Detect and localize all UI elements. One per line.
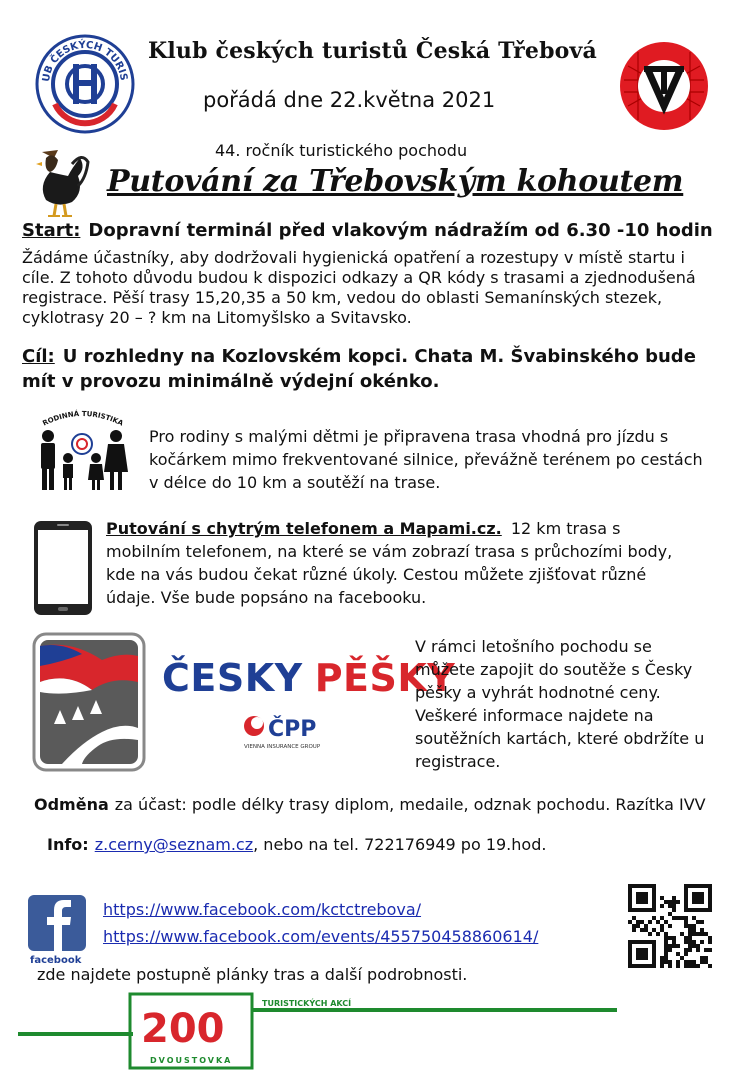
facebook-note: zde najdete postupně plánky tras a další podrobnosti. bbox=[37, 965, 468, 984]
phone-route-lead: Putování s chytrým telefonem a Mapami.cz. bbox=[106, 519, 502, 538]
phone-route-text bbox=[106, 517, 686, 609]
info-label: Info: bbox=[47, 835, 89, 854]
facebook-icon bbox=[28, 895, 88, 965]
finish-text: U rozhledny na Kozlovském kopci. Chata M. Švabinského bude mít v provozu minimálně výdejní okénko. bbox=[22, 346, 696, 392]
family-badge-text: RODINNÁ TURISTIKA bbox=[41, 409, 125, 428]
rooster-illustration bbox=[28, 146, 94, 220]
cpp-sponsor-logo bbox=[242, 712, 337, 754]
dvoustovka-footer bbox=[0, 990, 737, 1070]
reward-label: Odměna bbox=[34, 795, 109, 814]
finish-line bbox=[22, 344, 722, 394]
phone-route-body: 12 km trasa s mobilním telefonem, na které se vám zobrazí trasa s průchozími body, kde na vás budou čekat různé úkoly. Cestou můžete zjišťovat různé údaje. Vše bude popsáno na facebooku. bbox=[106, 519, 673, 607]
cpp-sub: VIENNA INSURANCE GROUP bbox=[244, 744, 321, 750]
brand-pesky: PĚŠKY bbox=[314, 656, 456, 700]
club-title: Klub českých turistů Česká Třebová bbox=[148, 38, 597, 64]
facebook-icon-label: facebook bbox=[30, 955, 82, 965]
start-label: Start: bbox=[22, 220, 81, 241]
reward-line bbox=[34, 795, 706, 814]
info-email-link[interactable]: z.cerny@seznam.cz bbox=[94, 835, 254, 854]
cesky-pesky-brand bbox=[162, 656, 455, 700]
cesky-pesky-app-icon bbox=[32, 632, 146, 772]
competition-text: V rámci letošního pochodu se můžete zapojit do soutěže s Česky pěšky a vyhrát hodnotné ceny. Veškeré informace najdete na soutěžních kartách, které obdržíte u registrace. bbox=[415, 637, 705, 771]
start-line bbox=[22, 220, 713, 241]
facebook-club-link[interactable]: https://www.facebook.com/kctctrebova/ bbox=[103, 900, 422, 919]
start-headline: Dopravní terminál před vlakovým nádražím od 6.30 -10 hodin bbox=[88, 220, 713, 241]
cpp-name: ČPP bbox=[268, 717, 317, 742]
footer-number: 200 bbox=[141, 1006, 225, 1052]
brand-cesky: ČESKY bbox=[162, 656, 303, 700]
reward-text: za účast: podle délky trasy diplom, medaile, odznak pochodu. Razítka IVV bbox=[114, 795, 706, 814]
footer-tag: TURISTICKÝCH AKCÍ bbox=[262, 999, 352, 1008]
ivv-logo bbox=[618, 40, 710, 132]
svg-text:RODINNÁ TURISTIKA bbox=[41, 409, 125, 428]
info-text: , nebo na tel. 722176949 po 19.hod. bbox=[253, 835, 547, 854]
family-hiking-icon bbox=[34, 408, 130, 496]
edition-line: 44. ročník turistického pochodu bbox=[215, 141, 468, 160]
start-body: Žádáme účastníky, aby dodržovali hygienická opatření a rozestupy v místě startu i cíle. Z tohoto důvodu budou k dispozici odkazy a QR kódy s trasami a zjednodušená registrace. Pěší trasy 15,20,35 a 50 km, vedou do oblasti Semanínských stezek, cyklotrasy 20 – ? km na Litomyšlsko a Svitavsko. bbox=[22, 248, 696, 327]
kct-logo bbox=[35, 34, 135, 134]
footer-sub: DVOUSTOVKA bbox=[150, 1056, 233, 1065]
qr-code[interactable] bbox=[628, 884, 714, 968]
event-date: pořádá dne 22.května 2021 bbox=[203, 88, 496, 112]
facebook-event-link[interactable]: https://www.facebook.com/events/455750458860614/ bbox=[103, 927, 539, 946]
family-route-text: Pro rodiny s malými dětmi je připravena trasa vhodná pro jízdu s kočárkem mimo frekventované silnice, převážně terénem po cestách v délce do 10 km a soutěží na trase. bbox=[149, 427, 703, 492]
smartphone-icon bbox=[33, 520, 93, 616]
event-title: Putování za Třebovským kohoutem bbox=[107, 164, 684, 199]
info-line bbox=[47, 835, 546, 854]
finish-label: Cíl: bbox=[22, 346, 55, 367]
kct-logo-text: UB ČESKÝCH TURIS bbox=[40, 39, 129, 83]
